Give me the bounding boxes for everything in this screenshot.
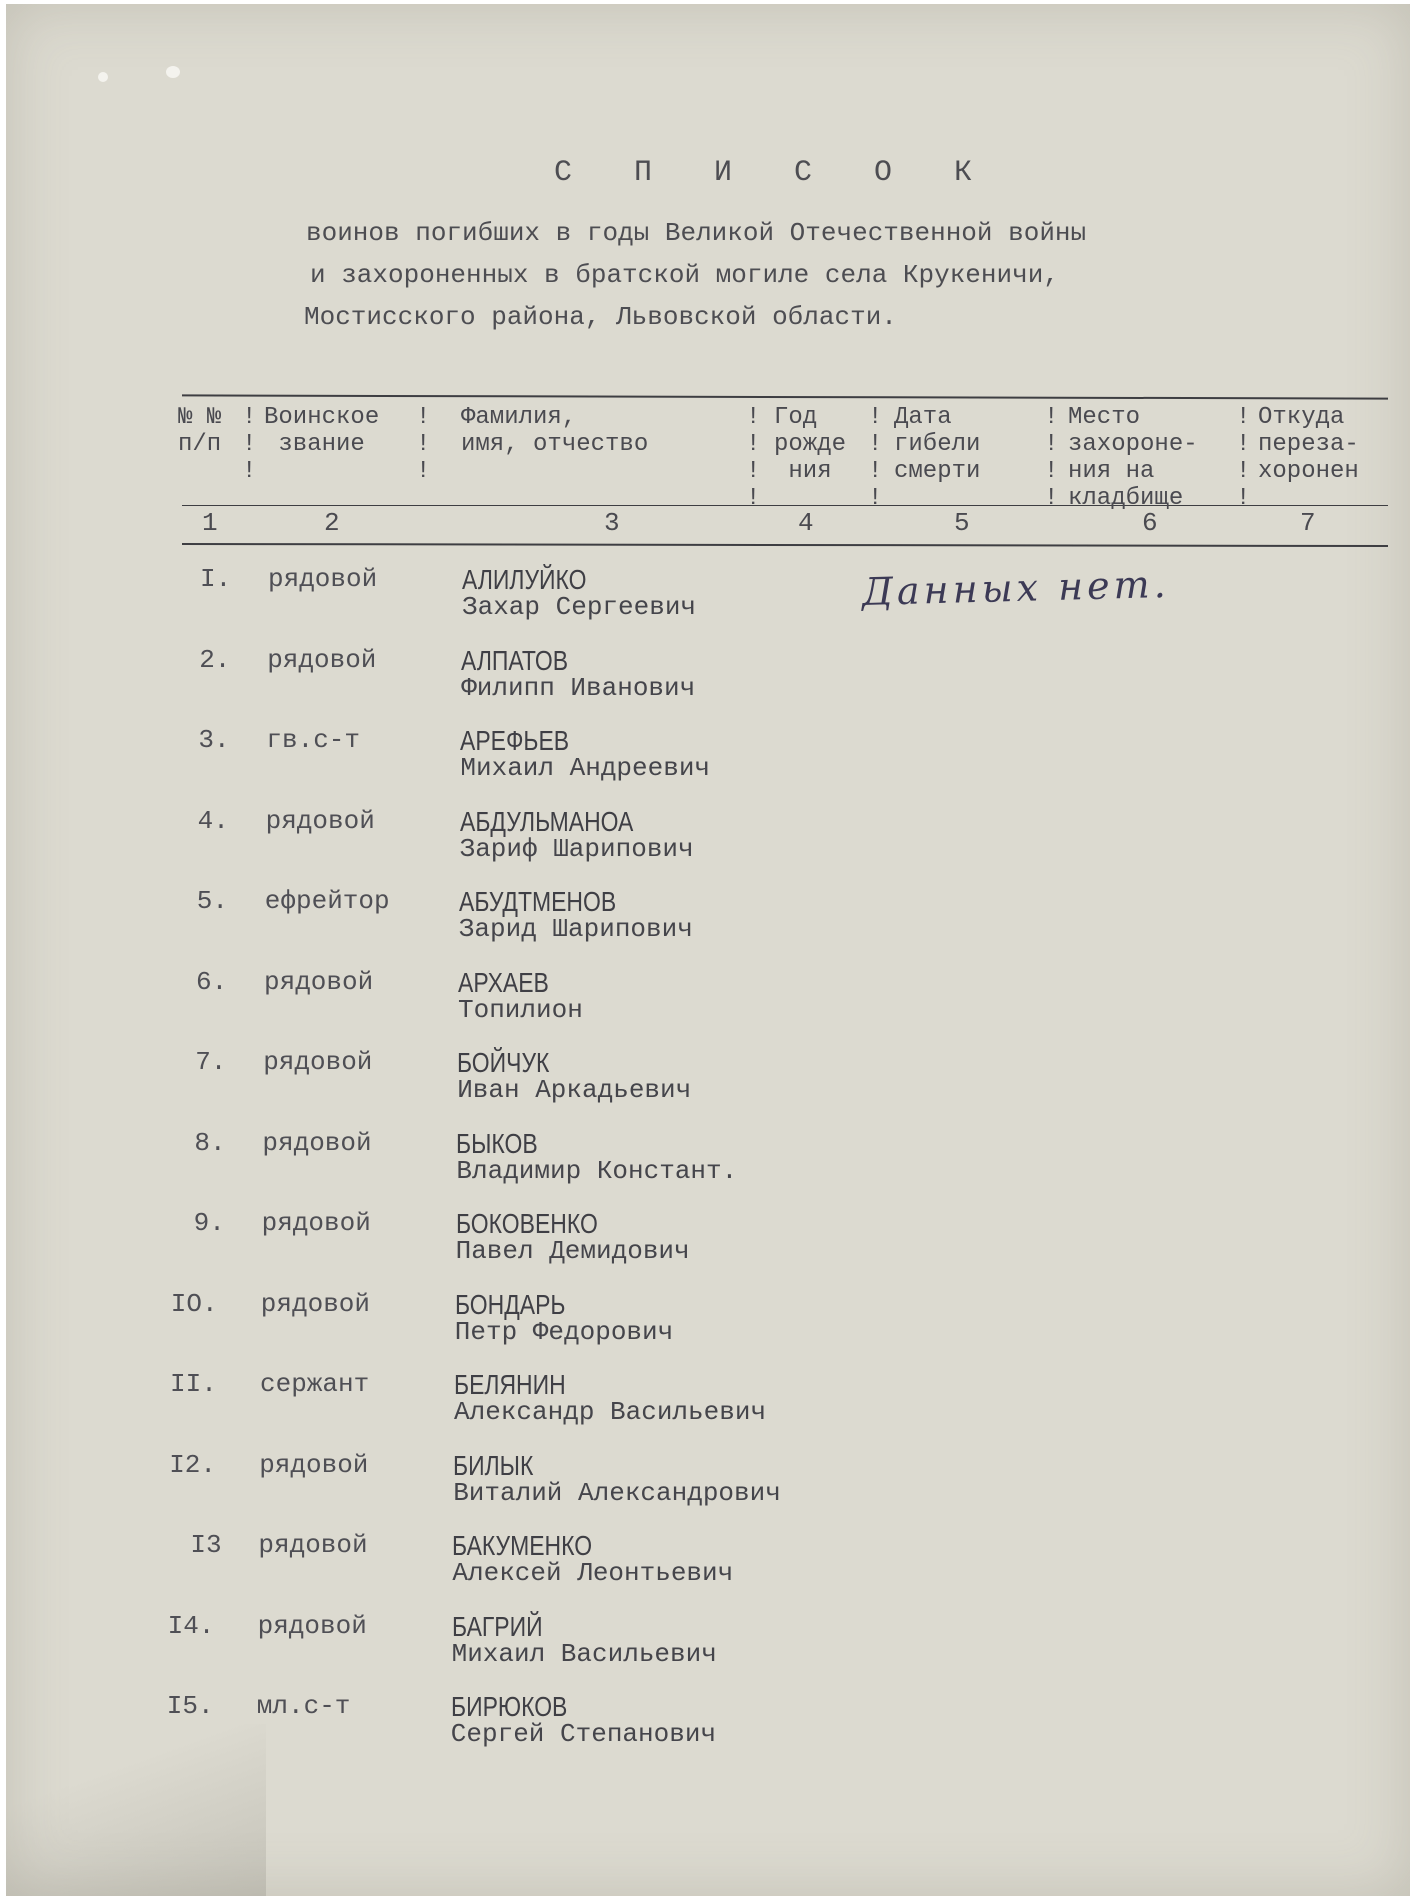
surname: БОКОВЕНКО [455, 1208, 598, 1239]
military-rank: гв.с-т [266, 725, 361, 755]
subtitle-line-2: и захороненных в братской могиле села Крукеничи, [310, 260, 1059, 290]
given-name-patronymic: Михаил Васильевич [451, 1638, 717, 1669]
military-rank: рядовой [265, 805, 375, 836]
surname: БАКУМЕНКО [452, 1530, 593, 1561]
military-rank: рядовой [267, 644, 377, 675]
given-name-patronymic: Сергей Степанович [450, 1719, 717, 1749]
military-rank: мл.с-т [256, 1691, 351, 1721]
row-number: I. [200, 564, 232, 594]
document-sheet [6, 4, 1410, 1896]
document-subtitle [306, 212, 1086, 338]
military-rank: ефрейтор [264, 886, 390, 916]
document-title: С П И С О К [554, 156, 995, 190]
surname: АРЕФЬЕВ [460, 725, 570, 756]
handwritten-note: Данных нет. [861, 561, 1171, 615]
column-number-1: 1 [202, 508, 218, 538]
given-name-patronymic: Иван Аркадьевич [457, 1075, 692, 1105]
military-rank: рядовой [264, 966, 374, 997]
header-top-rule [182, 394, 1388, 399]
subtitle-line-1: воинов погибших в годы Великой Отечественной войны [306, 218, 1087, 248]
list-item [6, 1369, 1406, 1449]
given-name-patronymic: Михаил Андреевич [460, 753, 711, 783]
list-item [6, 1289, 1406, 1369]
given-name-patronymic: Зарид Шарипович [458, 914, 693, 944]
header-separator: ! ! ! ! [868, 404, 883, 512]
list-item [6, 886, 1406, 966]
military-rank: сержант [260, 1369, 370, 1399]
punch-hole [166, 66, 180, 78]
header-col-5: Дата гибели смерти [894, 404, 981, 485]
row-number: 8. [194, 1127, 226, 1158]
list-item [6, 1691, 1406, 1771]
row-number: 2. [199, 644, 231, 675]
surname: АЛИЛУЙКО [462, 564, 587, 595]
surname: АБДУЛЬМАНОА [459, 805, 633, 837]
list-item [6, 1128, 1406, 1208]
given-name-patronymic: Алексей Леонтьевич [452, 1558, 734, 1588]
military-rank: рядовой [263, 1047, 373, 1077]
surname: БАГРИЙ [451, 1610, 543, 1642]
row-number: 7. [195, 1047, 227, 1077]
row-number: IO. [170, 1288, 218, 1319]
surname: БОНДАРЬ [454, 1288, 566, 1320]
punch-hole [98, 72, 108, 82]
given-name-patronymic: Захар Сергеевич [462, 592, 697, 622]
row-number: I5. [166, 1691, 214, 1721]
row-number: 9. [193, 1208, 225, 1238]
list-item [6, 1611, 1406, 1691]
subtitle-line-3: Мостисского района, Львовской области. [304, 302, 897, 332]
column-number-6: 6 [1142, 508, 1158, 538]
header-bottom-rule [182, 543, 1388, 547]
row-number: II. [170, 1369, 217, 1399]
row-number: 4. [197, 805, 229, 836]
list-item [6, 1450, 1406, 1530]
header-separator: ! ! ! ! [1236, 404, 1251, 512]
column-number-3: 3 [604, 508, 620, 538]
header-col-4: Год рожде ния [774, 404, 847, 485]
list-item [6, 806, 1406, 886]
header-col-3: Фамилия, имя, отчество [461, 404, 649, 458]
given-name-patronymic: Владимир Констант. [456, 1155, 738, 1186]
row-number: 5. [196, 886, 229, 916]
row-number: I3 [190, 1530, 222, 1560]
military-rank: рядовой [268, 564, 378, 594]
surname: БИРЮКОВ [450, 1691, 568, 1722]
surname: БЫКОВ [456, 1127, 539, 1159]
header-separator: ! ! ! ! [1044, 404, 1059, 512]
list-item [6, 1530, 1406, 1610]
row-number: I2. [169, 1449, 216, 1480]
list-item [6, 645, 1406, 725]
given-name-patronymic: Топилион [458, 994, 583, 1025]
given-name-patronymic: Виталий Александрович [453, 1477, 781, 1508]
given-name-patronymic: Александр Васильевич [454, 1397, 767, 1427]
header-col-1: № № п/п [178, 404, 222, 458]
list-item [6, 561, 1406, 644]
header-col-6: Место захороне- ния на кладбище [1068, 404, 1198, 512]
list-item [6, 967, 1406, 1047]
header-col-7: Откуда переза- хоронен [1258, 404, 1359, 485]
header-separator: ! ! ! [416, 404, 431, 485]
list-item [6, 725, 1406, 805]
military-rank: рядовой [259, 1449, 369, 1480]
header-mid-rule [182, 505, 1388, 506]
column-number-2: 2 [324, 508, 340, 538]
surname: БОЙЧУК [457, 1047, 550, 1078]
military-rank: рядовой [258, 1530, 368, 1560]
list-item [6, 1208, 1406, 1288]
header-separator: ! ! ! ! [746, 404, 761, 512]
military-rank: рядовой [257, 1610, 367, 1641]
column-number-4: 4 [798, 508, 814, 538]
list-item [6, 1047, 1406, 1127]
surname: АРХАЕВ [458, 966, 549, 998]
military-rank: рядовой [262, 1127, 372, 1158]
header-col-2: Воинское звание [264, 404, 380, 458]
given-name-patronymic: Филипп Иванович [461, 672, 696, 703]
row-number: 6. [196, 966, 228, 997]
military-rank: рядовой [260, 1288, 371, 1319]
header-separator: ! ! ! [242, 404, 257, 485]
column-number-5: 5 [954, 508, 970, 538]
surname: БИЛЫК [453, 1449, 534, 1481]
given-name-patronymic: Павел Демидович [455, 1236, 690, 1266]
surname: АЛПАТОВ [461, 644, 569, 676]
surname: БЕЛЯНИН [454, 1369, 566, 1400]
given-name-patronymic: Петр Федорович [454, 1316, 674, 1347]
row-number: 3. [198, 725, 230, 755]
surname: АБУДТМЕНОВ [458, 886, 616, 917]
column-number-7: 7 [1300, 508, 1316, 538]
military-rank: рядовой [261, 1208, 371, 1238]
row-number: I4. [167, 1610, 215, 1641]
given-name-patronymic: Зариф Шарипович [459, 833, 694, 864]
